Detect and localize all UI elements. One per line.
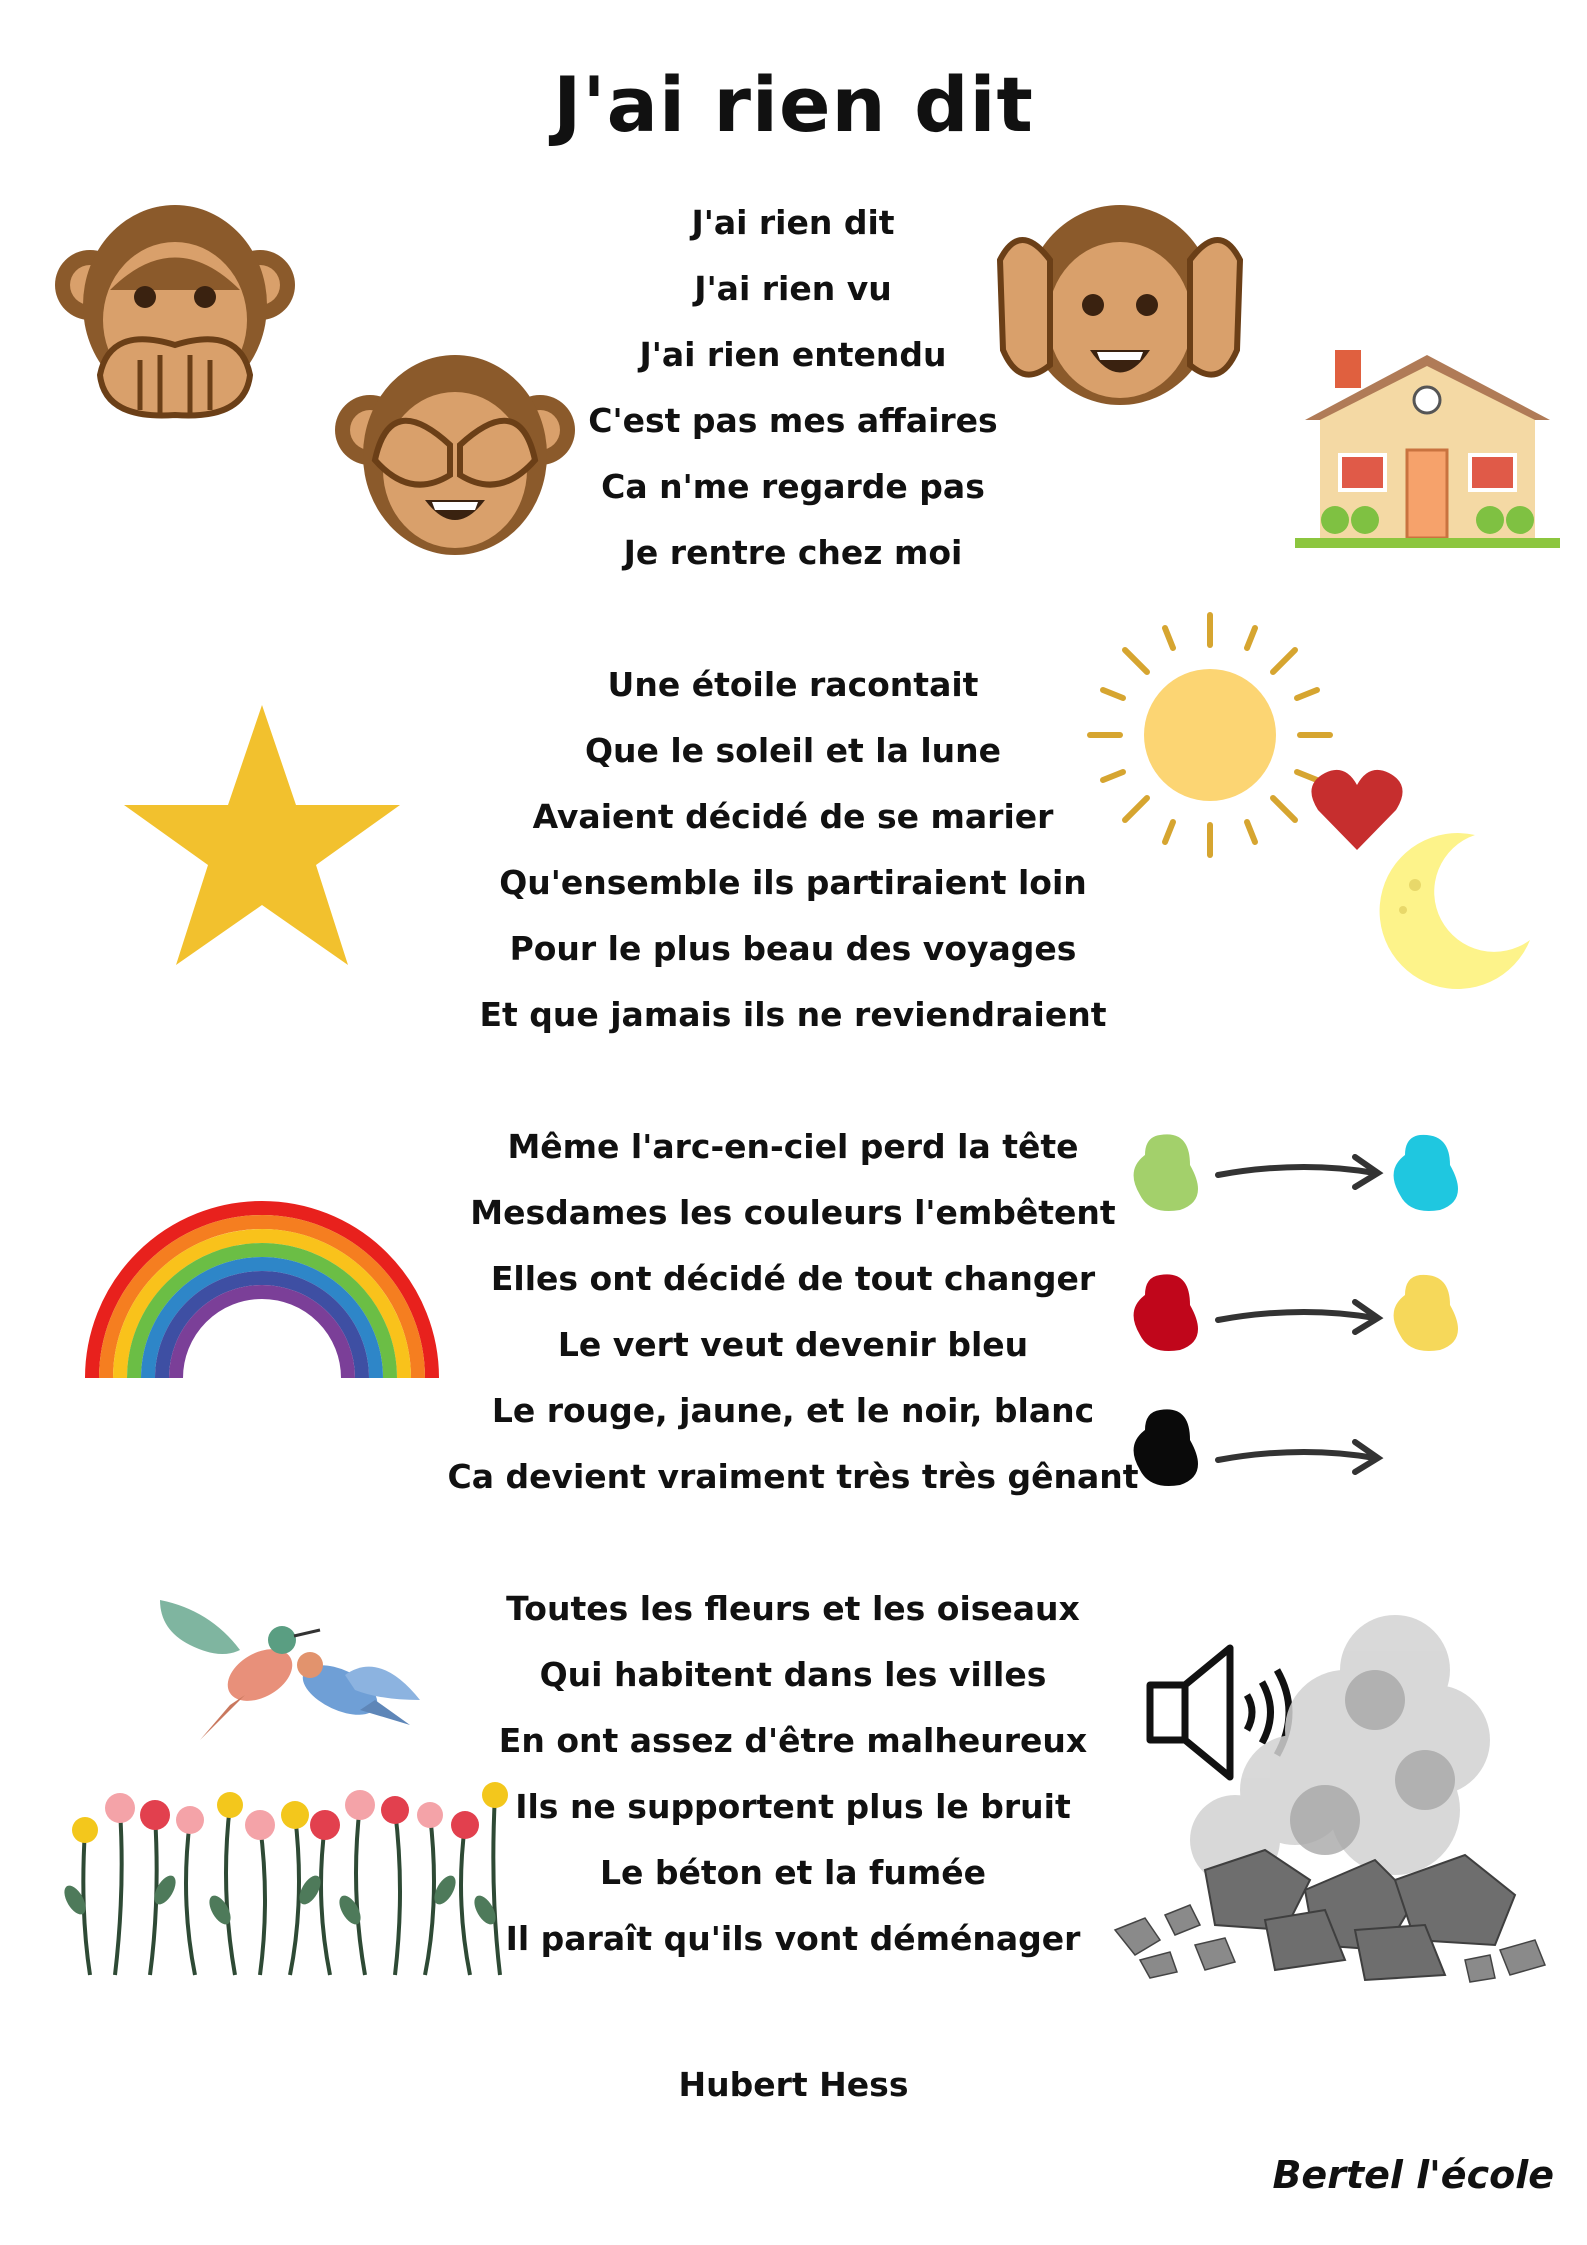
stanza-line: Pour le plus beau des voyages [509, 929, 1077, 968]
stanza-line: Le vert veut devenir bleu [557, 1325, 1029, 1364]
stanza-line: Qui habitent dans les villes [539, 1655, 1047, 1694]
stanza-line: J'ai rien vu [694, 269, 892, 308]
stanza-line: Ca devient vraiment très très gênant [447, 1457, 1139, 1496]
stanza-line: Même l'arc-en-ciel perd la tête [507, 1127, 1079, 1166]
stanza-line: Toutes les fleurs et les oiseaux [506, 1589, 1080, 1628]
stanza-line: Ils ne supportent plus le bruit [515, 1787, 1071, 1826]
star-icon [120, 700, 405, 970]
stanza-line: Je rentre chez moi [623, 533, 963, 572]
stanza-4 [443, 1576, 1143, 1972]
stanza-line: Avaient décidé de se marier [532, 797, 1054, 836]
stanza-line: Ca n'me regarde pas [601, 467, 985, 506]
stanza-line: Qu'ensemble ils partiraient loin [499, 863, 1087, 902]
smoke-rocks-icon [1095, 1600, 1550, 1990]
poem-title: J'ai rien dit [553, 60, 1034, 149]
stanza-3 [443, 1114, 1143, 1510]
color-blobs-arrows-icon [1130, 1125, 1475, 1515]
stanza-line: Que le soleil et la lune [584, 731, 1002, 770]
sun-icon [1085, 610, 1335, 860]
birds-icon [120, 1590, 440, 1770]
stanza-line: Il paraît qu'ils vont déménager [505, 1919, 1081, 1958]
stanza-line: J'ai rien entendu [639, 335, 947, 374]
flowers-icon [60, 1770, 520, 1980]
stanza-line: Mesdames les couleurs l'embêtent [470, 1193, 1116, 1232]
monkey-speak-no-evil-icon [50, 195, 300, 425]
house-icon [1295, 350, 1560, 555]
rainbow-icon [85, 1200, 440, 1378]
stanza-line: Et que jamais ils ne reviendraient [479, 995, 1107, 1034]
stanza-2 [443, 652, 1143, 1048]
credit-text: Bertel l'école [1272, 2153, 1554, 2197]
stanza-line: C'est pas mes affaires [588, 401, 998, 440]
stanza-line: En ont assez d'être malheureux [498, 1721, 1088, 1760]
stanza-line: Le rouge, jaune, et le noir, blanc [491, 1391, 1095, 1430]
monkey-hear-no-evil-icon [995, 200, 1245, 415]
stanza-line: Une étoile racontait [607, 665, 979, 704]
stanza-line: Le béton et la fumée [599, 1853, 987, 1892]
stanza-line: Elles ont décidé de tout changer [490, 1259, 1096, 1298]
author-name: Hubert Hess [678, 2065, 909, 2104]
moon-icon [1375, 830, 1535, 990]
stanza-line: J'ai rien dit [691, 203, 895, 242]
monkey-see-no-evil-icon [330, 350, 580, 560]
